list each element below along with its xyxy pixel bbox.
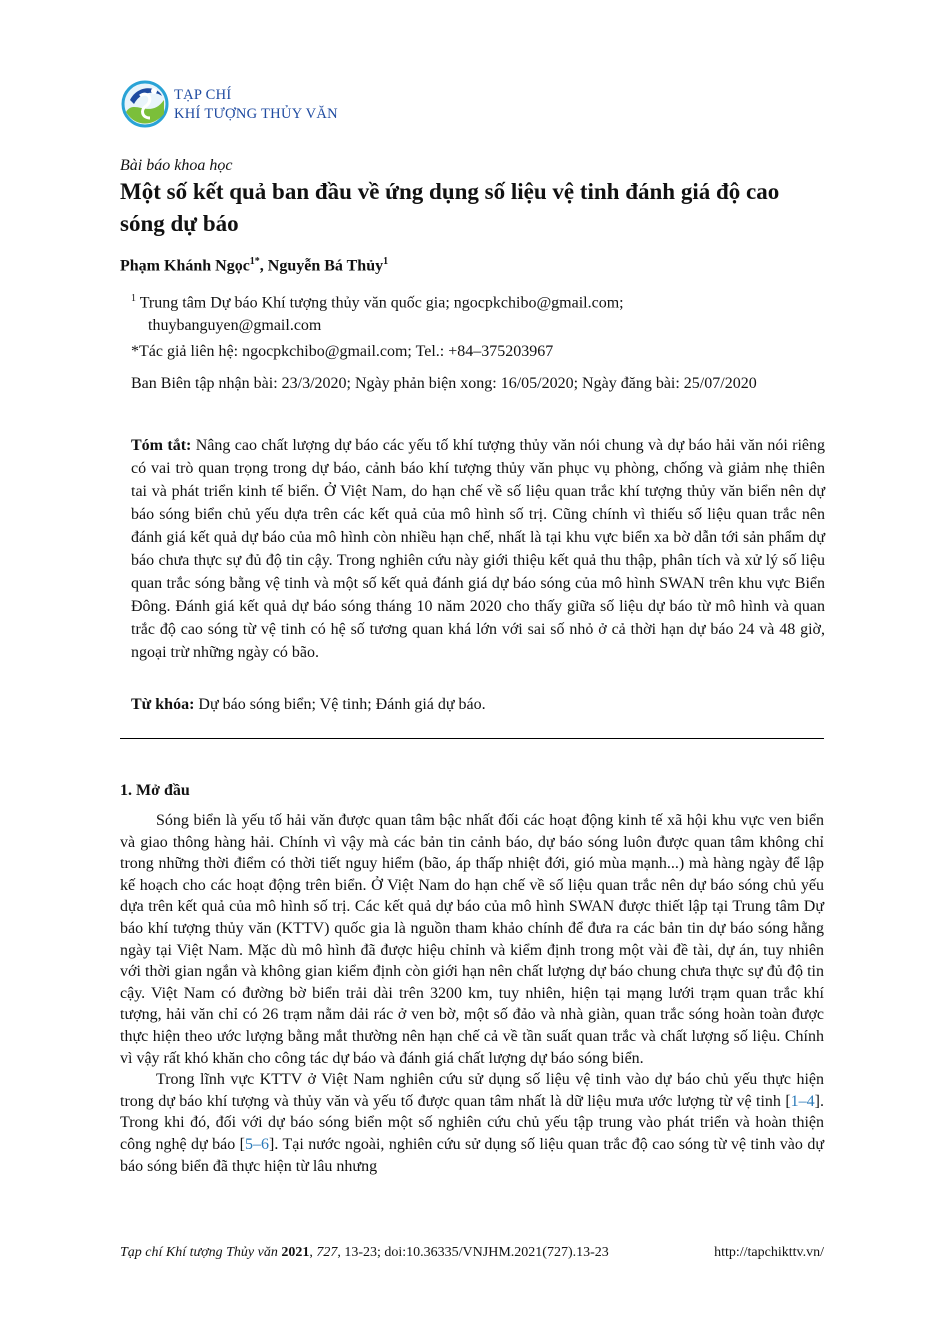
abstract (131, 434, 825, 664)
author-name: Nguyễn Bá Thủy (267, 257, 384, 275)
abstract-text: Nâng cao chất lượng dự báo các yếu tố khí tượng thủy văn nói chung và dự báo hải văn nói riêng có vai trò quan trọng trong dự báo, cảnh báo khí tượng thủy văn phục vụ phòng, chống và giảm nhẹ thiên tai và phát triển kinh tế biển. Ở Việt Nam, do hạn chế về số liệu quan trắc khí tượng thủy văn biển nên dự báo sóng biển chủ yếu dựa trên các kết quả của mô hình số trị. Cũng chính vì thiếu số liệu quan trắc nên đánh giá kết quả dự báo của mô hình còn nhiều hạn chế, nhất là tại khu vực biển xa bờ dẫn tới sản phẩm dự báo chưa thực sự đủ độ tin cậy. Trong nghiên cứu này giới thiệu kết quả thu thập, phân tích và xử lý số liệu quan trắc sóng bằng vệ tinh và một số kết quả đánh giá dự báo sóng của mô hình SWAN trên khu vực Biển Đông. Đánh giá kết quả dự báo sóng tháng 10 năm 2020 cho thấy giữa số liệu dự báo từ mô hình và quan trắc độ cao sóng từ vệ tinh có hệ số tương quan khá lớn với sai số nhỏ ở cả thời hạn dự báo 24 và 48 giờ, ngoại trừ những ngày có bão. (131, 437, 826, 661)
author-affiliation-mark: 1* (249, 256, 260, 267)
affiliation-text: Trung tâm Dự báo Khí tượng thủy văn quốc gia; ngocpkchibo@gmail.com; (136, 294, 624, 312)
logo-line2: KHÍ TƯỢNG THỦY VĂN (174, 106, 338, 122)
citation-link[interactable]: 1–4 (790, 1092, 815, 1110)
author-affiliation-mark: 1 (383, 256, 389, 267)
footer-url[interactable]: http://tapchikttv.vn/ (714, 1245, 824, 1260)
keywords-label: Từ khóa: (131, 696, 195, 713)
logo-line1: TẠP CHÍ (174, 87, 232, 103)
footer-year: 2021 (281, 1245, 310, 1260)
journal-logo (120, 78, 380, 138)
logo-emblem-icon (120, 78, 170, 130)
article-dates: Ban Biên tập nhận bài: 23/3/2020; Ngày phản biện xong: 16/05/2020; Ngày đăng bài: 25/07/2020 (131, 375, 757, 392)
paragraph-text: Trong lĩnh vực KTTV ở Việt Nam nghiên cứu sử dụng số liệu vệ tinh vào dự báo chủ yếu thực hiện trong dự báo khí tượng và thủy văn và yếu tố được quan tâm nhất là dữ liệu mưa ước lượng từ vệ tinh [ (120, 1071, 824, 1110)
paragraph-text: ]. Tại nước ngoài, nghiên cứu sử dụng số liệu quan trắc độ cao sóng từ vệ tinh vào dự báo sóng biển đã thực hiện từ lâu nhưng (120, 1135, 824, 1175)
author-name: Phạm Khánh Ngọc (120, 257, 250, 275)
paragraph: Sóng biển là yếu tố hải văn được quan tâm bậc nhất đối các hoạt động kinh tế xã hội khu vực ven biển và giao thông hàng hải. Chính vì vậy mà các bản tin cảnh báo, dự báo sóng luôn được quan tâm không chỉ trong những thời điểm có thời tiết nguy hiểm (bão, áp thấp nhiệt đới, gió mùa mạnh...) mà hàng ngày để lập kế hoạch cho các hoạt động trên biển. Ở Việt Nam do hạn chế về số liệu quan trắc nên dự báo sóng chủ yếu dựa trên kết quả của mô hình số trị. Các kết quả dự báo của mô hình SWAN được thiết lập tại Trung tâm Dự báo khí tượng thủy văn (KTTV) quốc gia là nguồn tham khảo chính để đưa ra các bản tin dự báo sóng hằng ngày tại Việt Nam. Mặc dù mô hình đã được hiệu chỉnh và kiểm định trong một vài đề tài, dự án, tuy nhiên với thời gian ngắn và không gian kiểm định còn giới hạn nên chất lượng dự báo chung chưa thực sự đủ độ tin cậy. Việt Nam có đường bờ biển trải dài trên 3200 km, tuy nhiên, hiện tại mạng lưới trạm quan trắc khí tượng, hải văn chỉ có 26 trạm nằm dải rác ở ven bờ, một số đảo và nhà giàn, quan trắc sóng hoàn toàn được thực hiện theo ước lượng bằng mắt thường nên hạn chế cả về tần suất quan trắc và chất lượng số liệu. Chính vì vậy rất khó khăn cho công tác dự báo và đánh giá chất lượng dự báo sóng biển. (120, 812, 824, 1067)
footer-journal: Tạp chí Khí tượng Thủy văn (120, 1245, 278, 1260)
paragraph-text: ]. Trong khi đó, đối với dự báo sóng biển một số nghiên cứu chủ yếu tập trung vào phát triển và hoàn thiện công nghệ dự báo [ (120, 1092, 824, 1153)
affiliation-email: thuybanguyen@gmail.com (148, 317, 322, 335)
author-list (120, 256, 388, 275)
abstract-label: Tóm tắt: (131, 437, 192, 454)
paragraph (120, 1069, 824, 1177)
footer-citation: Tạp chí Khí tượng Thủy văn 2021, 727, 13-23; doi:10.36335/VNJHM.2021(727).13-23 (120, 1245, 609, 1260)
section-divider (120, 738, 824, 739)
logo-text (174, 86, 338, 124)
section-body (120, 810, 824, 1177)
affiliation-mark: 1 (131, 293, 136, 304)
footer-pages-doi: , 13-23; doi:10.36335/VNJHM.2021(727).13-23 (337, 1245, 609, 1260)
article-type: Bài báo khoa học (120, 157, 233, 174)
author-separator: , (259, 257, 268, 275)
keywords-text: Dự báo sóng biển; Vệ tinh; Đánh giá dự báo. (194, 696, 486, 713)
section-heading: 1. Mở đầu (120, 782, 190, 799)
citation-link[interactable]: 5–6 (245, 1135, 269, 1153)
corresponding-author: *Tác giả liên hệ: ngocpkchibo@gmail.com; Tel.: +84–375203967 (131, 343, 554, 360)
article-title: Một số kết quả ban đầu về ứng dụng số liệu vệ tinh đánh giá độ cao sóng dự báo (120, 179, 780, 236)
footer-volume: 727 (316, 1245, 338, 1260)
affiliation (131, 287, 825, 337)
keywords (131, 693, 825, 716)
page-footer (120, 1245, 824, 1261)
